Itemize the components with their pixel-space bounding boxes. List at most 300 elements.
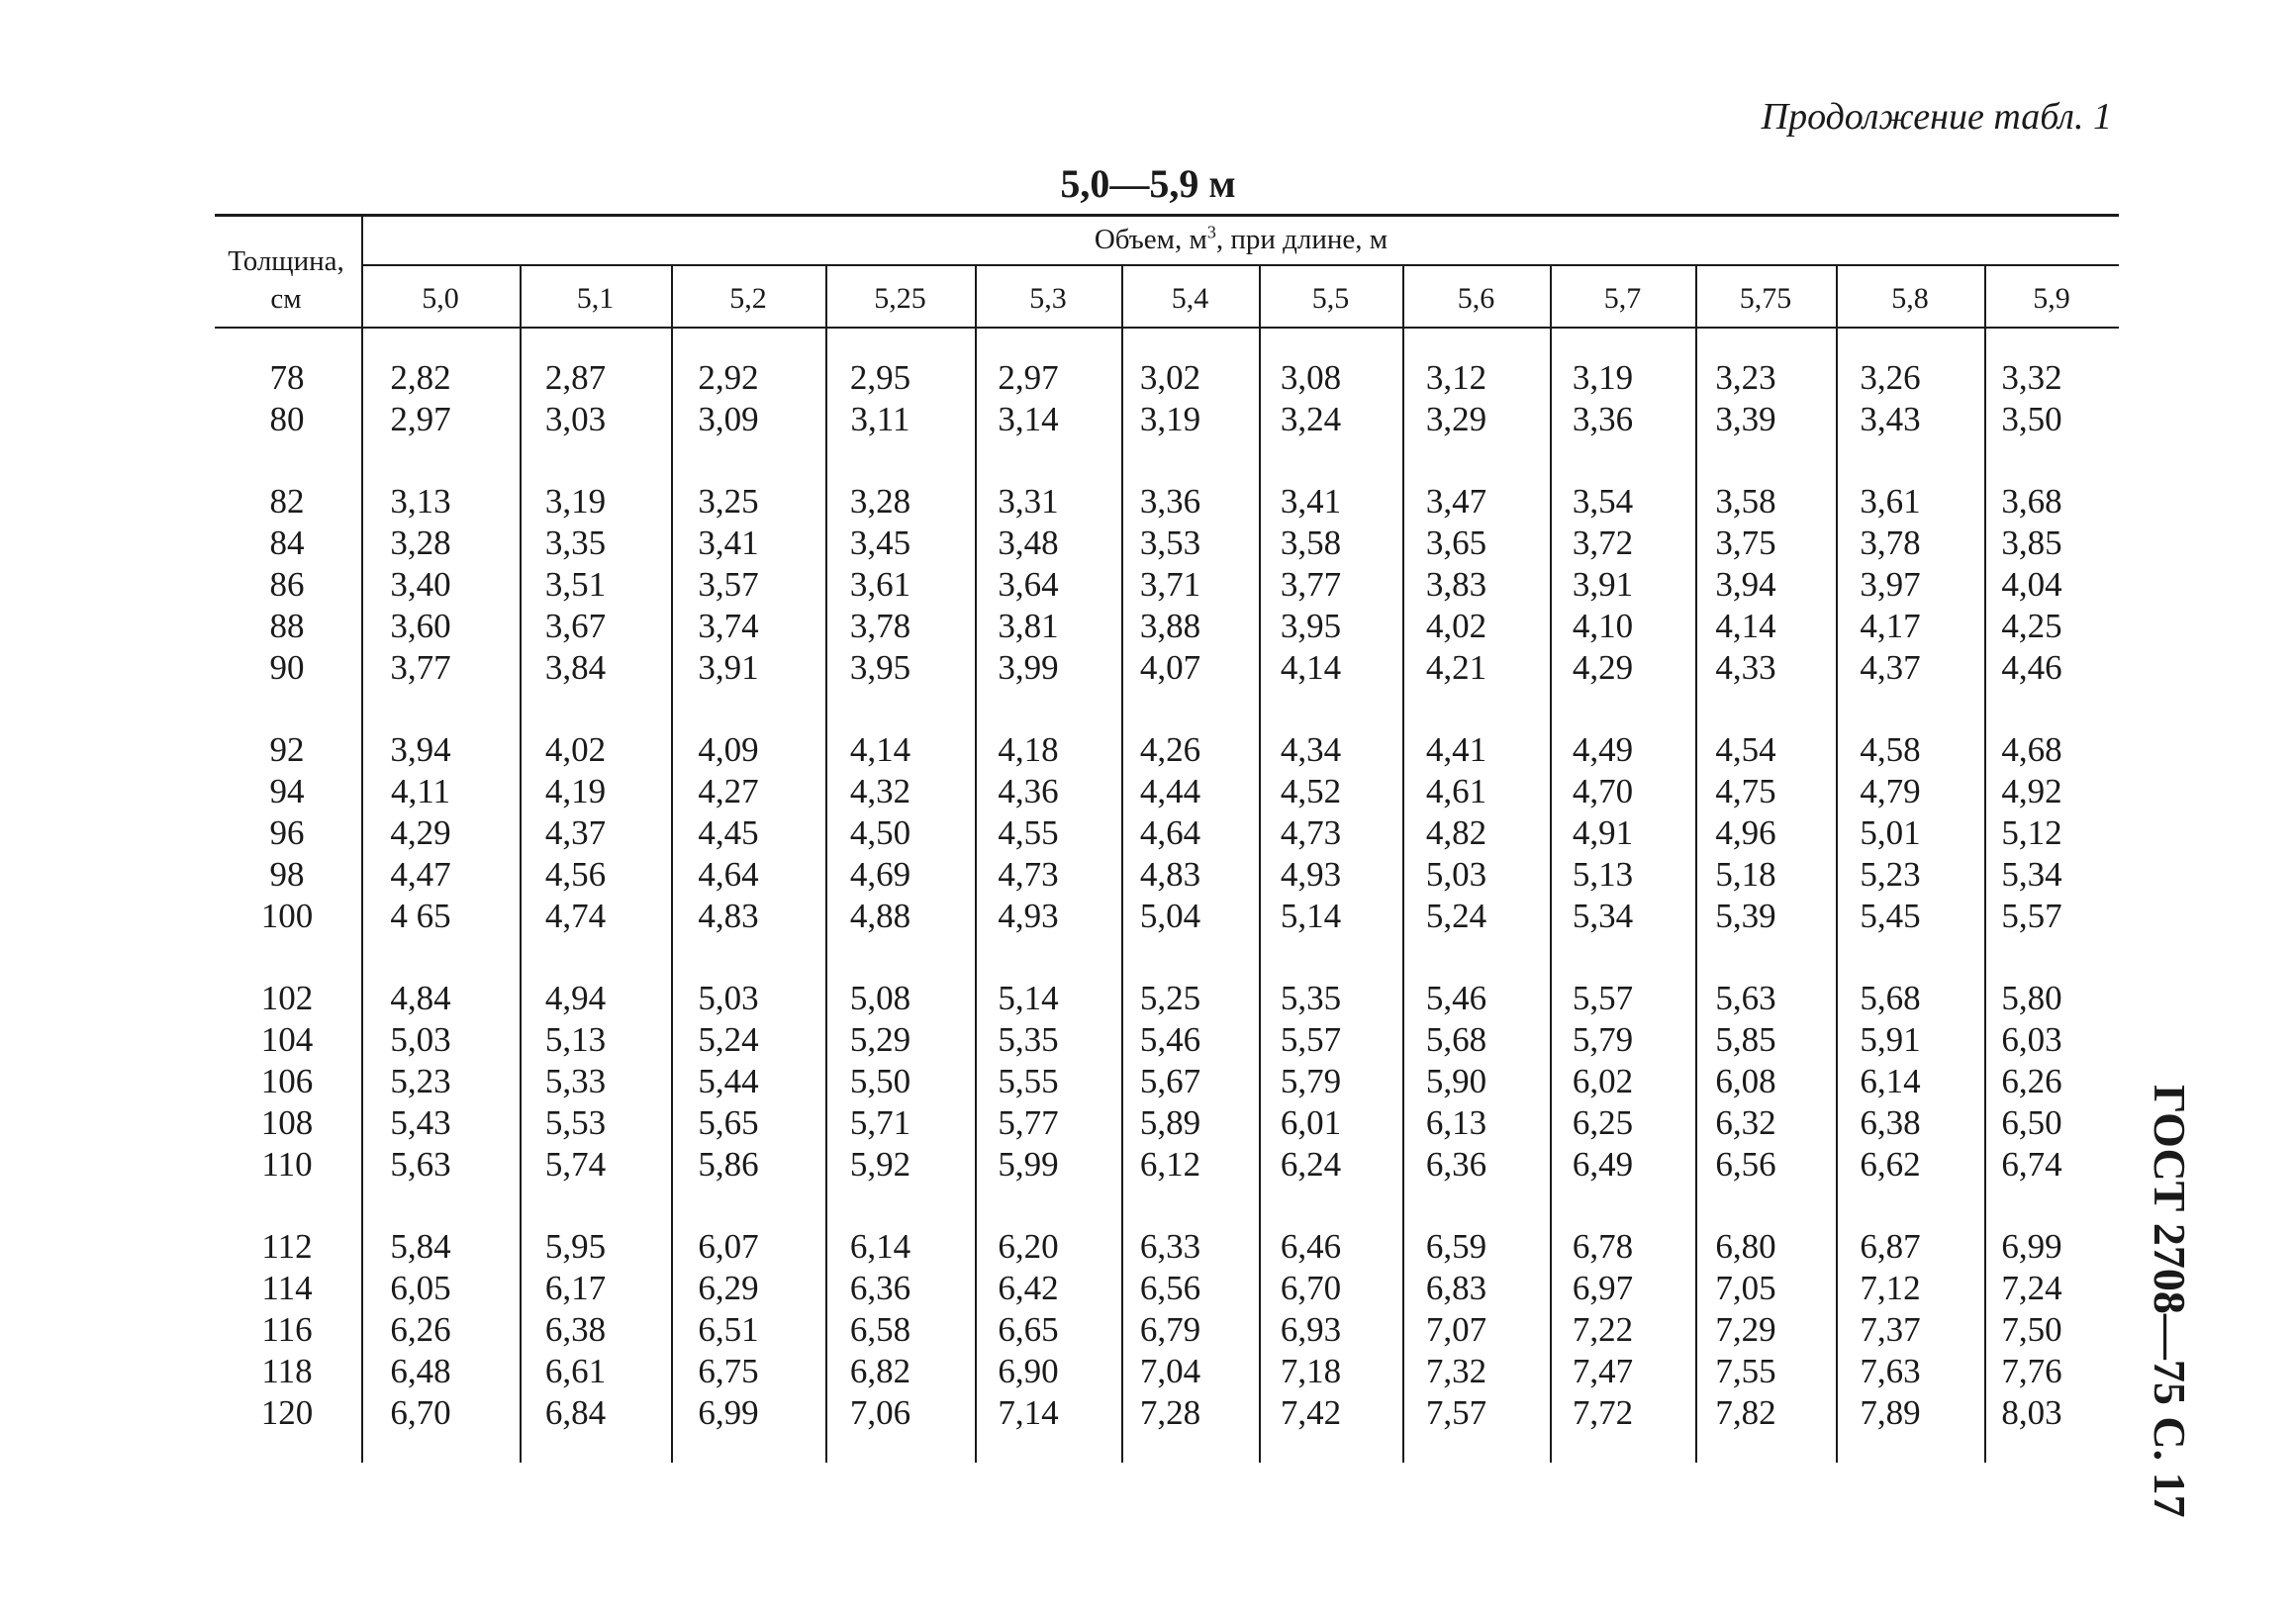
volume-cell: 7,04 xyxy=(1139,1352,1201,1390)
volume-header xyxy=(363,224,2119,256)
thickness-value: 84 xyxy=(269,523,305,562)
volume-cell: 5,90 xyxy=(1425,1062,1487,1100)
volume-cell: 4,37 xyxy=(1860,648,1921,687)
volume-cell: 7,50 xyxy=(2001,1310,2062,1349)
volume-cell: 3,65 xyxy=(1425,523,1487,562)
volume-cell: 7,57 xyxy=(1425,1393,1487,1432)
volume-cell: 3,41 xyxy=(698,523,759,562)
volume-cell: 4,14 xyxy=(849,730,911,769)
volume-cell: 4,07 xyxy=(1139,648,1201,687)
volume-cell: 4,29 xyxy=(1572,648,1634,687)
volume-cell: 3,43 xyxy=(1860,400,1921,438)
volume-cell: 6,61 xyxy=(544,1352,607,1390)
volume-cell: 5,14 xyxy=(1280,897,1342,935)
volume-cell: 6,70 xyxy=(1280,1269,1342,1307)
volume-cell: 3,58 xyxy=(1280,523,1342,562)
length-header: 5,9 xyxy=(2033,282,2070,315)
volume-cell: 5,45 xyxy=(1860,897,1921,935)
thickness-value: 110 xyxy=(261,1145,313,1184)
volume-cell: 7,24 xyxy=(2001,1269,2062,1307)
volume-cell: 6,99 xyxy=(698,1393,759,1432)
volume-cell: 5,79 xyxy=(1280,1062,1342,1100)
volume-cell: 5,23 xyxy=(1860,855,1921,894)
volume-cell: 3,48 xyxy=(998,523,1059,562)
volume-cell: 4,02 xyxy=(1425,607,1487,645)
volume-cell: 3,11 xyxy=(850,400,910,438)
volume-cell: 5,24 xyxy=(698,1020,759,1059)
volume-header-prefix: Объем, м xyxy=(1094,224,1207,255)
volume-cell: 4,27 xyxy=(698,772,759,810)
volume-cell: 4,36 xyxy=(998,772,1059,810)
volume-cell: 4,46 xyxy=(2001,648,2062,687)
volume-cell: 3,84 xyxy=(544,648,607,687)
volume-cell: 7,72 xyxy=(1572,1393,1634,1432)
volume-cell: 5,39 xyxy=(1715,897,1776,935)
volume-cell: 4,68 xyxy=(2001,730,2062,769)
volume-cell: 7,37 xyxy=(1860,1310,1921,1349)
volume-cell: 2,97 xyxy=(390,400,451,438)
volume-cell: 4,96 xyxy=(1715,813,1776,852)
thickness-value: 92 xyxy=(269,730,305,769)
volume-cell: 5,57 xyxy=(1572,979,1634,1017)
volume-cell: 3,24 xyxy=(1280,400,1342,438)
volume-cell: 6,51 xyxy=(698,1310,759,1349)
volume-cell: 5,68 xyxy=(1860,979,1921,1017)
volume-cell: 6,46 xyxy=(1280,1227,1342,1266)
length-header: 5,75 xyxy=(1739,282,1792,315)
length-header: 5,2 xyxy=(729,282,767,315)
volume-cell: 7,89 xyxy=(1860,1393,1921,1432)
volume-cell: 6,13 xyxy=(1425,1103,1487,1142)
volume-cell: 3,83 xyxy=(1425,565,1487,604)
volume-cell: 4,02 xyxy=(544,730,607,769)
volume-cell: 6,79 xyxy=(1139,1310,1201,1349)
volume-cell: 4,70 xyxy=(1572,772,1634,810)
length-header: 5,25 xyxy=(874,282,926,315)
volume-cell: 6,14 xyxy=(849,1227,911,1266)
volume-cell: 5,85 xyxy=(1715,1020,1776,1059)
volume-cell: 3,74 xyxy=(698,607,759,645)
volume-cell: 6,32 xyxy=(1715,1103,1776,1142)
volume-cell: 5,04 xyxy=(1139,897,1201,935)
volume-cell: 4,93 xyxy=(998,897,1059,935)
volume-cell: 3,72 xyxy=(1572,523,1634,562)
volume-cell: 4,17 xyxy=(1860,607,1921,645)
volume-cell: 4,79 xyxy=(1860,772,1921,810)
volume-cell: 5,67 xyxy=(1139,1062,1201,1100)
volume-cell: 4,69 xyxy=(849,855,911,894)
volume-cell: 3,94 xyxy=(1715,565,1776,604)
volume-cell: 7,07 xyxy=(1425,1310,1487,1349)
volume-cell: 3,26 xyxy=(1860,358,1921,397)
volume-cell: 5,13 xyxy=(1572,855,1634,894)
volume-cell: 7,22 xyxy=(1572,1310,1634,1349)
volume-cell: 5,63 xyxy=(1715,979,1776,1017)
volume-cell: 5,13 xyxy=(544,1020,607,1059)
volume-cell: 5,77 xyxy=(998,1103,1059,1142)
thickness-value: 102 xyxy=(260,979,314,1017)
volume-cell: 3,39 xyxy=(1715,400,1776,438)
volume-cell: 5,03 xyxy=(1425,855,1487,894)
volume-cell: 3,94 xyxy=(390,730,451,769)
volume-cell: 6,65 xyxy=(998,1310,1059,1349)
volume-cell: 3,68 xyxy=(2001,482,2062,521)
volume-cell: 7,47 xyxy=(1572,1352,1634,1390)
volume-cell: 6,74 xyxy=(2001,1145,2062,1184)
volume-cell: 5,71 xyxy=(849,1103,911,1142)
volume-cell: 3,64 xyxy=(998,565,1059,604)
volume-cell: 6,33 xyxy=(1139,1227,1201,1266)
volume-cell: 5,79 xyxy=(1572,1020,1634,1059)
volume-cell: 3,02 xyxy=(1139,358,1201,397)
volume-cell: 5,68 xyxy=(1425,1020,1487,1059)
volume-cell: 2,92 xyxy=(698,358,759,397)
volume-cell: 3,36 xyxy=(1139,482,1201,521)
volume-cell: 4,91 xyxy=(1572,813,1634,852)
volume-cell: 5,35 xyxy=(1280,979,1342,1017)
volume-cell: 2,95 xyxy=(849,358,911,397)
thickness-header-line1: Толщина, xyxy=(228,245,344,277)
volume-cell: 7,18 xyxy=(1280,1352,1342,1390)
volume-cell: 3,19 xyxy=(1139,400,1201,438)
length-header: 5,1 xyxy=(576,282,615,315)
volume-cell: 3,35 xyxy=(544,523,607,562)
volume-cell: 4,45 xyxy=(698,813,759,852)
thickness-value: 98 xyxy=(269,855,305,894)
volume-cell: 3,81 xyxy=(998,607,1059,645)
standard-page-label: ГОСТ 2708—75 С. 17 xyxy=(2145,1085,2195,1518)
volume-cell: 4,94 xyxy=(544,979,607,1017)
volume-cell: 7,82 xyxy=(1715,1393,1776,1432)
volume-cell: 3,45 xyxy=(849,523,911,562)
volume-cell: 3,77 xyxy=(390,648,451,687)
volume-cell: 5,34 xyxy=(1572,897,1634,935)
length-header: 5,6 xyxy=(1457,282,1495,315)
volume-cell: 4,04 xyxy=(2001,565,2062,604)
volume-cell: 5,84 xyxy=(390,1227,451,1266)
volume-cell: 5,34 xyxy=(2001,855,2062,894)
volume-cell: 3,78 xyxy=(1860,523,1921,562)
volume-cell: 5,57 xyxy=(1280,1020,1342,1059)
volume-cell: 4,21 xyxy=(1425,648,1487,687)
volume-cell: 3,54 xyxy=(1572,482,1634,521)
length-header: 5,3 xyxy=(1029,282,1067,315)
volume-cell: 3,91 xyxy=(698,648,759,687)
volume-cell: 4,33 xyxy=(1715,648,1776,687)
volume-cell: 5,33 xyxy=(544,1062,607,1100)
volume-cell: 3,32 xyxy=(2001,358,2062,397)
volume-cell: 4,64 xyxy=(698,855,759,894)
volume-cell: 5,18 xyxy=(1715,855,1776,894)
volume-cell: 3,99 xyxy=(998,648,1059,687)
volume-cell: 5,74 xyxy=(544,1145,607,1184)
volume-cell: 3,77 xyxy=(1280,565,1342,604)
volume-cell: 5,53 xyxy=(544,1103,607,1142)
thickness-value: 104 xyxy=(260,1020,314,1059)
thickness-value: 112 xyxy=(261,1227,313,1266)
volume-cell: 6,01 xyxy=(1280,1103,1342,1142)
thickness-value: 114 xyxy=(261,1269,313,1307)
header-bottom-rule xyxy=(215,327,2119,329)
volume-cell: 4,10 xyxy=(1572,607,1634,645)
length-header: 5,5 xyxy=(1311,282,1350,315)
volume-cell: 6,84 xyxy=(544,1393,607,1432)
thickness-header-line2: см xyxy=(270,283,302,315)
volume-cell: 4,44 xyxy=(1139,772,1201,810)
volume-cell: 6,42 xyxy=(998,1269,1059,1307)
volume-cell: 4,14 xyxy=(1280,648,1342,687)
volume-cell: 6,82 xyxy=(849,1352,911,1390)
volume-cell: 8,03 xyxy=(2001,1393,2062,1432)
volume-cell: 4,11 xyxy=(391,772,450,810)
volume-cell: 5,14 xyxy=(998,979,1059,1017)
volume-cell: 5,46 xyxy=(1425,979,1487,1017)
volume-cell: 4,74 xyxy=(544,897,607,935)
volume-cell: 3,41 xyxy=(1280,482,1342,521)
volume-header-sup: 3 xyxy=(1206,222,1216,242)
volume-cell: 5,80 xyxy=(2001,979,2062,1017)
volume-cell: 3,85 xyxy=(2001,523,2062,562)
volume-cell: 5,23 xyxy=(390,1062,451,1100)
volume-cell: 4,75 xyxy=(1715,772,1776,810)
volume-cell: 3,75 xyxy=(1715,523,1776,562)
volume-cell: 6,70 xyxy=(390,1393,451,1432)
volume-cell: 6,20 xyxy=(998,1227,1059,1266)
volume-cell: 4,49 xyxy=(1572,730,1634,769)
volume-cell: 6,97 xyxy=(1572,1269,1634,1307)
volume-cell: 3,53 xyxy=(1139,523,1201,562)
volume-cell: 6,90 xyxy=(998,1352,1059,1390)
volume-cell: 4,82 xyxy=(1425,813,1487,852)
volume-cell: 7,42 xyxy=(1280,1393,1342,1432)
volume-cell: 4,29 xyxy=(390,813,451,852)
volume-cell: 3,28 xyxy=(849,482,911,521)
volume-cell: 3,31 xyxy=(998,482,1059,521)
volume-cell: 5,91 xyxy=(1860,1020,1921,1059)
volume-cell: 4,83 xyxy=(1139,855,1201,894)
volume-cell: 6,80 xyxy=(1715,1227,1776,1266)
volume-cell: 6,38 xyxy=(544,1310,607,1349)
volume-cell: 3,40 xyxy=(390,565,451,604)
volume-cell: 3,36 xyxy=(1572,400,1634,438)
thickness-value: 80 xyxy=(269,400,305,438)
volume-cell: 7,06 xyxy=(849,1393,911,1432)
volume-cell: 5,86 xyxy=(698,1145,759,1184)
volume-cell: 6,56 xyxy=(1715,1145,1776,1184)
volume-cell: 6,56 xyxy=(1139,1269,1201,1307)
volume-cell: 4,47 xyxy=(390,855,451,894)
volume-cell: 4,50 xyxy=(849,813,911,852)
volume-cell: 6,24 xyxy=(1280,1145,1342,1184)
volume-cell: 7,32 xyxy=(1425,1352,1487,1390)
volume-cell: 3,61 xyxy=(1860,482,1921,521)
volume-cell: 2,82 xyxy=(390,358,451,397)
volume-cell: 6,29 xyxy=(698,1269,759,1307)
volume-cell: 6,75 xyxy=(698,1352,759,1390)
volume-cell: 3,97 xyxy=(1860,565,1921,604)
volume-cell: 3,03 xyxy=(544,400,607,438)
volume-cell: 3,14 xyxy=(998,400,1059,438)
volume-cell: 4,14 xyxy=(1715,607,1776,645)
volume-cell: 6,36 xyxy=(1425,1145,1487,1184)
volume-cell: 5,63 xyxy=(390,1145,451,1184)
thickness-value: 86 xyxy=(269,565,305,604)
volume-cell: 3,95 xyxy=(849,648,911,687)
volume-cell: 5,12 xyxy=(2001,813,2062,852)
volume-cell: 5,24 xyxy=(1425,897,1487,935)
volume-cell: 6,38 xyxy=(1860,1103,1921,1142)
volume-cell: 2,87 xyxy=(544,358,607,397)
thickness-value: 88 xyxy=(269,607,305,645)
volume-cell: 4 65 xyxy=(390,897,451,935)
volume-cell: 4,58 xyxy=(1860,730,1921,769)
volume-cell: 5,43 xyxy=(390,1103,451,1142)
volume-cell: 5,65 xyxy=(698,1103,759,1142)
volume-cell: 6,49 xyxy=(1572,1145,1634,1184)
volume-cell: 6,25 xyxy=(1572,1103,1634,1142)
volume-cell: 3,19 xyxy=(544,482,607,521)
volume-cell: 4,61 xyxy=(1425,772,1487,810)
volume-cell: 5,35 xyxy=(998,1020,1059,1059)
volume-cell: 4,19 xyxy=(544,772,607,810)
volume-cell: 3,95 xyxy=(1280,607,1342,645)
volume-cell: 3,88 xyxy=(1139,607,1201,645)
volume-cell: 6,12 xyxy=(1139,1145,1201,1184)
volume-cell: 7,28 xyxy=(1139,1393,1201,1432)
volume-cell: 3,09 xyxy=(698,400,759,438)
volume-cell: 6,87 xyxy=(1860,1227,1921,1266)
volume-cell: 5,08 xyxy=(849,979,911,1017)
volume-cell: 5,89 xyxy=(1139,1103,1201,1142)
volume-cell: 4,84 xyxy=(390,979,451,1017)
volume-cell: 5,01 xyxy=(1860,813,1921,852)
volume-cell: 4,73 xyxy=(998,855,1059,894)
volume-cell: 6,58 xyxy=(849,1310,911,1349)
volume-cell: 6,03 xyxy=(2001,1020,2062,1059)
volume-cell: 3,13 xyxy=(390,482,451,521)
volume-cell: 7,14 xyxy=(998,1393,1059,1432)
volume-cell: 3,25 xyxy=(698,482,759,521)
volume-cell: 3,29 xyxy=(1425,400,1487,438)
volume-cell: 5,99 xyxy=(998,1145,1059,1184)
volume-cell: 4,88 xyxy=(849,897,911,935)
volume-cell: 3,08 xyxy=(1280,358,1342,397)
volume-cell: 4,92 xyxy=(2001,772,2062,810)
volume-cell: 4,32 xyxy=(849,772,911,810)
thickness-value: 100 xyxy=(260,897,314,935)
volume-cell: 7,63 xyxy=(1860,1352,1921,1390)
volume-cell: 5,03 xyxy=(698,979,759,1017)
thickness-value: 118 xyxy=(261,1352,313,1390)
volume-cell: 3,51 xyxy=(544,565,607,604)
thickness-value: 82 xyxy=(269,482,305,521)
thickness-value: 120 xyxy=(260,1393,314,1432)
volume-cell: 4,34 xyxy=(1280,730,1342,769)
volume-cell: 6,36 xyxy=(849,1269,911,1307)
volume-cell: 5,44 xyxy=(698,1062,759,1100)
volume-cell: 6,05 xyxy=(390,1269,451,1307)
continuation-label: Продолжение табл. 1 xyxy=(1761,96,2112,138)
volume-cell: 3,58 xyxy=(1715,482,1776,521)
volume-cell: 5,92 xyxy=(849,1145,911,1184)
volume-cell: 6,14 xyxy=(1860,1062,1921,1100)
volume-cell: 3,19 xyxy=(1572,358,1634,397)
volume-cell: 7,55 xyxy=(1715,1352,1776,1390)
volume-cell: 3,57 xyxy=(698,565,759,604)
thickness-value: 94 xyxy=(269,772,305,810)
volume-cell: 6,26 xyxy=(2001,1062,2062,1100)
volume-cell: 6,48 xyxy=(390,1352,451,1390)
volume-cell: 6,50 xyxy=(2001,1103,2062,1142)
volume-cell: 3,12 xyxy=(1425,358,1487,397)
volume-cell: 6,17 xyxy=(544,1269,607,1307)
volume-cell: 2,97 xyxy=(998,358,1059,397)
volume-header-rule xyxy=(363,264,2119,266)
volume-cell: 3,78 xyxy=(849,607,911,645)
volume-cell: 4,73 xyxy=(1280,813,1342,852)
volume-cell: 3,23 xyxy=(1715,358,1776,397)
thickness-value: 96 xyxy=(269,813,305,852)
length-header: 5,8 xyxy=(1891,282,1929,315)
volume-cell: 6,07 xyxy=(698,1227,759,1266)
volume-cell: 5,57 xyxy=(2001,897,2062,935)
volume-cell: 6,02 xyxy=(1572,1062,1634,1100)
volume-cell: 5,29 xyxy=(849,1020,911,1059)
volume-cell: 3,67 xyxy=(544,607,607,645)
volume-cell: 5,95 xyxy=(544,1227,607,1266)
thickness-value: 116 xyxy=(261,1310,313,1349)
thickness-value: 106 xyxy=(260,1062,314,1100)
volume-cell: 4,18 xyxy=(998,730,1059,769)
volume-cell: 6,83 xyxy=(1425,1269,1487,1307)
volume-cell: 4,52 xyxy=(1280,772,1342,810)
volume-cell: 4,09 xyxy=(698,730,759,769)
thickness-value: 90 xyxy=(269,648,305,687)
thickness-value: 108 xyxy=(260,1103,314,1142)
volume-cell: 6,78 xyxy=(1572,1227,1634,1266)
volume-cell: 7,29 xyxy=(1715,1310,1776,1349)
volume-cell: 4,83 xyxy=(698,897,759,935)
volume-cell: 4,41 xyxy=(1425,730,1487,769)
volume-cell: 3,28 xyxy=(390,523,451,562)
volume-cell: 7,05 xyxy=(1715,1269,1776,1307)
length-header: 5,7 xyxy=(1603,282,1642,315)
volume-cell: 6,93 xyxy=(1280,1310,1342,1349)
volume-cell: 6,26 xyxy=(390,1310,451,1349)
volume-cell: 6,62 xyxy=(1860,1145,1921,1184)
thickness-value: 78 xyxy=(269,358,305,397)
volume-cell: 5,46 xyxy=(1139,1020,1201,1059)
volume-header-suffix: , при длине, м xyxy=(1215,224,1388,255)
volume-cell: 4,26 xyxy=(1139,730,1201,769)
volume-cell: 5,25 xyxy=(1139,979,1201,1017)
volume-cell: 3,47 xyxy=(1425,482,1487,521)
volume-cell: 3,60 xyxy=(390,607,451,645)
volume-cell: 4,64 xyxy=(1139,813,1201,852)
volume-cell: 3,71 xyxy=(1139,565,1201,604)
volume-cell: 5,50 xyxy=(849,1062,911,1100)
volume-cell: 4,56 xyxy=(544,855,607,894)
table-top-rule xyxy=(215,214,2119,217)
volume-cell: 3,91 xyxy=(1572,565,1634,604)
volume-cell: 6,59 xyxy=(1425,1227,1487,1266)
length-header: 5,4 xyxy=(1171,282,1209,315)
volume-cell: 4,54 xyxy=(1715,730,1776,769)
volume-cell: 4,37 xyxy=(544,813,607,852)
volume-cell: 7,76 xyxy=(2001,1352,2062,1390)
volume-cell: 4,93 xyxy=(1280,855,1342,894)
volume-cell: 4,25 xyxy=(2001,607,2062,645)
